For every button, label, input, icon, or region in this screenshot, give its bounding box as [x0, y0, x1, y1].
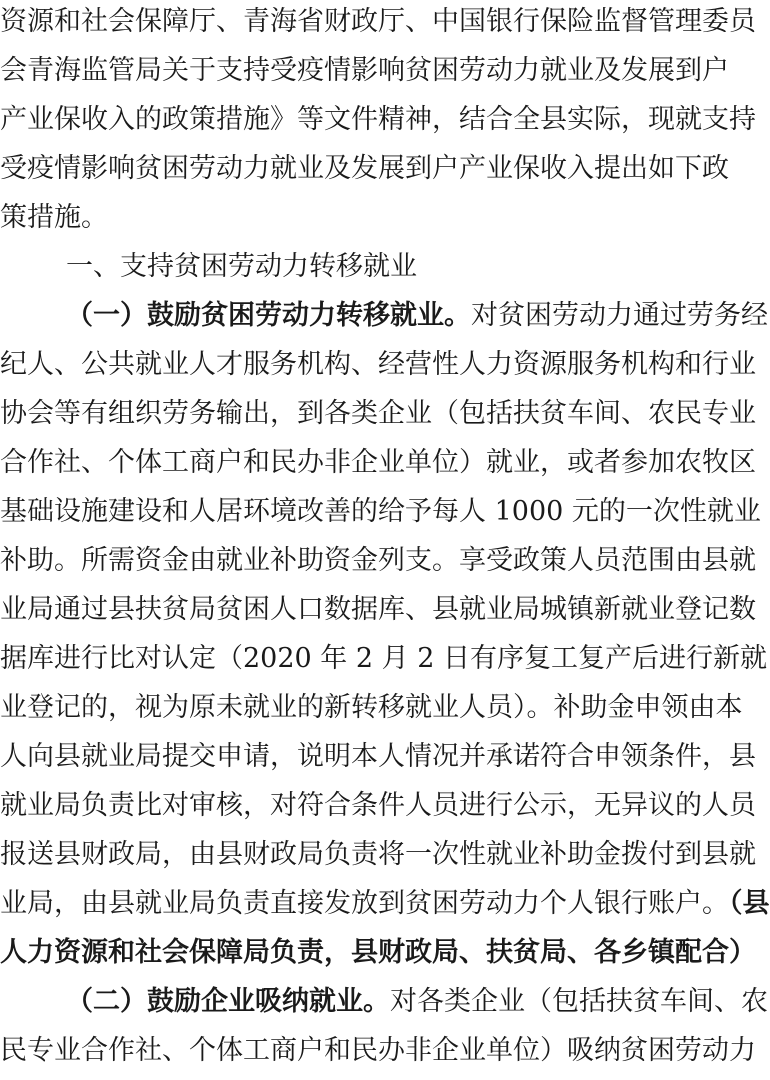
body-text-line: 业登记的，视为原未就业的新转移就业人员）。补助金申领由本	[0, 692, 743, 723]
body-text-line: 协会等有组织劳务输出，到各类企业（包括扶贫车间、农民专业	[0, 398, 756, 429]
body-text-line: 报送县财政局，由县财政局负责将一次性就业补助金拨付到县就	[0, 839, 756, 870]
body-text-line: 补助。所需资金由就业补助资金列支。享受政策人员范围由县就	[0, 545, 756, 576]
body-text: 对贫困劳动力通过劳务经	[471, 300, 768, 331]
item-title: （二）鼓励企业吸纳就业。	[66, 986, 390, 1017]
body-text-line: 民专业合作社、个体工商户和民办非企业单位）吸纳贫困劳动力	[0, 1035, 756, 1066]
body-text-line: 合作社、个体工商户和民办非企业单位）就业，或者参加农牧区	[0, 447, 756, 478]
body-text-line: 受疫情影响贫困劳动力就业及发展到户产业保收入提出如下政	[0, 153, 729, 184]
body-text-line: 就业局负责比对审核，对符合条件人员进行公示，无异议的人员	[0, 790, 756, 821]
responsibility-note: （县	[729, 888, 770, 919]
body-text-line: 纪人、公共就业人才服务机构、经营性人力资源服务机构和行业	[0, 349, 756, 380]
section-heading: 一、支持贫困劳动力转移就业	[66, 251, 417, 282]
body-text: 业局，由县就业局负责直接发放到贫困劳动力个人银行账户。	[0, 888, 729, 919]
body-text-line: 据库进行比对认定（2020 年 2 月 2 日有序复工复产后进行新就	[0, 643, 767, 674]
paragraph-first-line	[66, 296, 768, 336]
body-text-line: 会青海监管局关于支持受疫情影响贫困劳动力就业及发展到户	[0, 55, 729, 86]
body-text-line: 产业保收入的政策措施》等文件精神，结合全县实际，现就支持	[0, 104, 756, 135]
body-text-line: 基础设施建设和人居环境改善的给予每人 1000 元的一次性就业	[0, 496, 761, 527]
body-text-line: 人向县就业局提交申请，说明本人情况并承诺符合申领条件，县	[0, 741, 756, 772]
paragraph-first-line	[66, 982, 768, 1022]
body-text-line: 资源和社会保障厅、青海省财政厅、中国银行保险监督管理委员	[0, 6, 756, 37]
item-title: （一）鼓励贫困劳动力转移就业。	[66, 300, 471, 331]
body-text-line	[0, 884, 770, 924]
body-text-line: 业局通过县扶贫局贫困人口数据库、县就业局城镇新就业登记数	[0, 594, 756, 625]
body-text-line: 策措施。	[0, 202, 108, 233]
body-text: 对各类企业（包括扶贫车间、农	[390, 986, 768, 1017]
responsibility-note-line: 人力资源和社会保障局负责，县财政局、扶贫局、各乡镇配合）	[0, 937, 756, 968]
